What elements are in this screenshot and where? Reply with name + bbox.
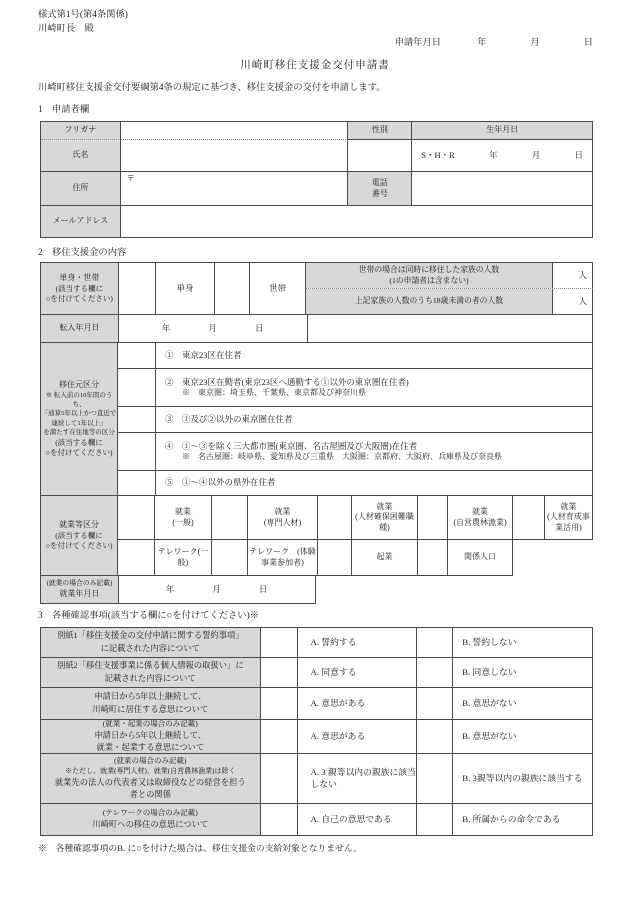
phone-label: [348, 172, 412, 206]
option-line1: 就業: [472, 507, 488, 517]
option-line2: (自営農林漁業): [453, 517, 507, 527]
year-label: 年: [161, 322, 171, 333]
support-table: [40, 262, 593, 604]
confirmation-row-2: [41, 658, 593, 688]
circle-cell-b-5[interactable]: [417, 754, 453, 804]
section2-heading: 2 移住支援金の内容: [38, 248, 127, 258]
employment-option-startup: 起業: [352, 540, 418, 576]
label-line: 申請日から5年以上継続して、: [94, 730, 207, 740]
option-a-3: A. 意思がある: [298, 688, 418, 720]
confirmation-row-6: [41, 804, 593, 836]
employment-circle-cell[interactable]: [118, 540, 155, 576]
month-label: 月: [530, 38, 540, 48]
era-initials: S・H・R: [421, 149, 455, 160]
option-b-3: B. 意思がない: [453, 688, 593, 720]
person-unit: 人: [578, 295, 588, 306]
employment-option-hr-program: [545, 496, 593, 540]
employment-group: [41, 496, 593, 576]
label-line: 就業先の法人の代表者又は取締役などの経営を担う: [54, 777, 246, 787]
employment-circle-cell[interactable]: [212, 540, 248, 576]
family-count-subrow: [306, 263, 593, 289]
employment-option-specialist: [248, 496, 318, 540]
option-a-6: A. 自己の意思である: [298, 804, 418, 836]
option-b-1: B. 誓約しない: [453, 628, 593, 658]
address-label: 住所: [41, 172, 121, 206]
gender-input-cell[interactable]: [348, 140, 412, 172]
month-label: 月: [212, 583, 221, 594]
family-count-input-cell[interactable]: [553, 263, 593, 288]
day-label: 日: [258, 583, 268, 594]
movein-date-row: [41, 315, 593, 343]
origin-label-note4: を満たす在住地等の区分: [43, 429, 115, 437]
option-a-1: A. 誓約する: [298, 628, 418, 658]
origin-option-row: [118, 433, 593, 471]
label-line: 申請日から5年以上継続して、: [94, 692, 207, 702]
household-label-line2: (該当する欄に: [55, 283, 104, 293]
circle-cell-a-4[interactable]: [261, 720, 298, 754]
phone-label-line1: 電話: [371, 178, 388, 188]
furigana-label: フリガナ: [41, 122, 121, 140]
addressee: 川崎町長 殿: [38, 24, 94, 34]
origin-circle-cell-4[interactable]: [118, 433, 156, 471]
birthdate-header: 生年月日: [412, 122, 593, 140]
origin-group: [41, 343, 593, 496]
under18-label: 上記家族の人数のうち18歳未満の者の人数: [306, 289, 553, 315]
confirmation-label-4: [41, 720, 261, 754]
footnote: ※ 各種確認事項のB. に○を付けた場合は、移住支援金の支給対象となりません。: [38, 843, 362, 853]
applicant-table: [40, 121, 593, 238]
option-line1: 就業: [274, 507, 291, 517]
section3-heading: 3 各種確認事項(該当する欄に○を付けてください)※: [38, 611, 259, 621]
label-line-small: (就業の場合のみ記載): [114, 756, 187, 766]
month-label: 月: [531, 149, 541, 160]
furigana-input-cell[interactable]: [121, 122, 349, 140]
address-input-cell[interactable]: [121, 172, 349, 206]
employment-option-telework-general: テレワーク(一般): [155, 540, 212, 576]
origin-option-row: [118, 369, 593, 407]
origin-option-row: [118, 471, 593, 496]
origin-label: [41, 343, 118, 496]
employment-label-line2: (該当する欄に: [55, 530, 103, 540]
origin-option-4: [156, 433, 593, 471]
label-line: 川崎町への移住の意思について: [92, 819, 209, 829]
origin-option-4-note: ※ 名古屋圏：岐阜県、愛知県及び三重県 大阪圏：京都府、大阪府、兵庫県及び奈良県: [182, 451, 502, 461]
furigana-row: [41, 122, 593, 140]
label-line-small: (就業・起業の場合のみ記載): [102, 720, 198, 729]
employment-date-row: [41, 576, 593, 604]
origin-circle-cell-1[interactable]: [118, 343, 156, 369]
option-b-4: B. 意思がない: [453, 720, 593, 754]
phone-label-line2: 番号: [371, 188, 388, 198]
family-count-line2: (1の申請者は含まない): [389, 275, 469, 285]
year-label: 年: [165, 583, 175, 594]
under18-subrow: [306, 289, 593, 315]
origin-label-note6: ○を付けてください): [45, 447, 113, 457]
origin-option-2: [156, 369, 593, 407]
family-option: 世帯: [250, 263, 306, 315]
option-a-4: A. 意思がある: [298, 720, 418, 754]
option-line1: 就業: [560, 501, 577, 511]
option-line2: (人材確保困難職種): [355, 512, 414, 532]
phone-input-cell[interactable]: [412, 172, 593, 206]
employment-date-input-cell[interactable]: [119, 576, 316, 604]
family-count-line1: 世帯の場合は同時に移住した家族の人数: [358, 265, 500, 275]
application-date-line: [395, 37, 593, 49]
employment-option-related-population: 関係人口: [448, 540, 513, 576]
label-line: 別紙1「移住支援金の交付申請に関する誓約事項」: [56, 631, 244, 641]
section1-heading: 1 申請者欄: [38, 105, 90, 115]
employment-circle-cell[interactable]: [318, 496, 352, 540]
employment-label: [41, 496, 118, 576]
origin-circle-cell-2[interactable]: [118, 369, 156, 407]
year-label: 年: [477, 38, 487, 48]
employment-date-note: (就業の場合のみ記載): [46, 579, 113, 587]
year-label: 年: [489, 149, 498, 160]
employment-row2: [118, 540, 593, 576]
origin-option-4-text: ④ ①～③を除く三大都市圏(東京圏、名古屋圏及び大阪圏)在住者: [165, 440, 418, 451]
application-date-label: 申請年月日: [394, 38, 442, 48]
origin-circle-cell-3[interactable]: [118, 407, 156, 433]
movein-date-blank-cell: [308, 315, 593, 343]
origin-option-5: ⑤ ①～④以外の県外在住者: [156, 471, 593, 496]
household-label: [41, 263, 119, 315]
origin-option-2-note: ※ 東京圏：埼玉県、千葉県、東京都及び神奈川県: [182, 387, 366, 397]
circle-cell-b-6[interactable]: [417, 804, 453, 836]
email-label: メールアドレス: [41, 206, 121, 238]
confirmation-row-3: [41, 688, 593, 720]
name-row: [41, 140, 593, 172]
circle-cell-a-2[interactable]: [261, 658, 298, 688]
origin-option-row: [118, 407, 593, 433]
option-a-5: A. 3 親等以内の親族に該当しない: [298, 754, 418, 804]
employment-label-line3: ○を付けてください): [45, 540, 113, 550]
confirmation-label-3: [41, 688, 261, 720]
employment-option-hard-to-fill: [352, 496, 418, 540]
birthdate-input-cell[interactable]: [412, 140, 593, 172]
origin-label-note3: 連続して1年以上」: [51, 419, 107, 427]
employment-circle-cell[interactable]: [318, 540, 352, 576]
origin-option-3: ③ ①及び②以外の東京圏在住者: [156, 407, 593, 433]
day-label: 日: [583, 38, 593, 48]
origin-option-1: ① 東京23区在住者: [156, 343, 593, 369]
option-line2: (人材育成事業活用): [547, 512, 590, 532]
origin-label-note5: (該当する欄に: [55, 437, 103, 447]
confirmation-row-4: [41, 720, 593, 754]
employment-label-line1: 就業等区分: [59, 520, 99, 530]
confirmation-label-2: [41, 658, 261, 688]
person-unit: 人: [578, 269, 588, 280]
confirmations-table: [40, 627, 593, 836]
month-label: 月: [208, 322, 217, 333]
movein-date-input-cell[interactable]: [119, 315, 308, 343]
origin-label-note1: ※ 転入前の10年間のうち、: [45, 391, 113, 408]
email-input-cell[interactable]: [121, 206, 593, 238]
household-label-line3: ○を付けてください): [45, 293, 113, 303]
employment-option-general: [155, 496, 212, 540]
confirmation-row-5: [41, 754, 593, 804]
label-line: 川崎町に居住する意思について: [92, 704, 209, 714]
option-line1: 就業: [175, 507, 191, 517]
page-title: 川崎町移住支援金交付申請書: [240, 60, 390, 71]
single-option: 単身: [156, 263, 216, 315]
confirmation-label-1: [41, 628, 261, 658]
movein-date-label: 転入年月日: [41, 315, 119, 343]
email-row: [41, 206, 593, 238]
confirmation-row-1: [41, 628, 593, 658]
under18-input-cell[interactable]: [553, 289, 593, 315]
single-circle-cell[interactable]: [119, 263, 156, 315]
circle-cell-a-6[interactable]: [261, 804, 298, 836]
origin-circle-cell-5[interactable]: [118, 471, 156, 496]
employment-circle-cell[interactable]: [513, 496, 545, 540]
origin-option-2-text: ② 東京23区在勤者(東京23区へ通勤する①以外の東京圏在住者): [165, 376, 409, 387]
circle-cell-a-3[interactable]: [261, 688, 298, 720]
employment-date-label: [41, 576, 119, 604]
form-number: 様式第1号(第4条関係): [38, 10, 128, 20]
option-line2: (一般): [172, 517, 194, 527]
employment-circle-cell[interactable]: [418, 496, 448, 540]
postal-mark: 〒: [126, 174, 135, 183]
origin-label-title: 移住元区分: [59, 380, 99, 390]
option-b-5: B. 3親等以内の親族に該当する: [453, 754, 593, 804]
family-count-block: [306, 263, 593, 315]
circle-cell-b-4[interactable]: [417, 720, 453, 754]
employment-options: [118, 496, 593, 576]
intro-text: 川崎町移住支援金交付要綱第4条の規定に基づき、移住支援金の交付を申請します。: [38, 83, 386, 93]
address-row: [41, 172, 593, 206]
day-label: 日: [254, 322, 264, 333]
confirmation-label-5: [41, 754, 261, 804]
name-input-cell[interactable]: [121, 140, 349, 172]
gender-header: 性別: [348, 122, 412, 140]
employment-option-telework-trial: テレワーク (体験事業参加者): [248, 540, 318, 576]
circle-cell-a-5[interactable]: [261, 754, 298, 804]
empty-area: [513, 540, 593, 576]
circle-cell-a-1[interactable]: [261, 628, 298, 658]
label-line: 記載された内容について: [104, 673, 196, 683]
option-line1: 就業: [376, 501, 393, 511]
employment-circle-cell[interactable]: [418, 540, 448, 576]
label-line: 者との関係: [129, 789, 172, 799]
label-line: 就業・起業する意思について: [96, 742, 205, 752]
origin-option-row: [118, 343, 593, 369]
label-line: 別紙2「移住支援事業に係る個人情報の取扱い」に: [56, 661, 244, 671]
option-line2: (専門人材): [263, 517, 302, 527]
circle-cell-b-3[interactable]: [417, 688, 453, 720]
family-count-label: [306, 263, 553, 288]
origin-label-note2: 「通算5年以上かつ直近で: [41, 410, 117, 418]
option-b-6: B. 所属からの命令である: [453, 804, 593, 836]
empty-area: [316, 576, 594, 604]
label-line: に記載された内容について: [100, 643, 200, 653]
circle-cell-b-1[interactable]: [417, 628, 453, 658]
employment-circle-cell[interactable]: [212, 496, 248, 540]
employment-circle-cell[interactable]: [118, 496, 155, 540]
household-row: [41, 263, 593, 315]
day-label: 日: [574, 149, 583, 160]
confirmation-label-6: [41, 804, 261, 836]
family-circle-cell[interactable]: [215, 263, 250, 315]
label-line-small: ※ただし、就業(専門人材)、就業(自営農林漁業)は除く: [65, 767, 236, 776]
option-b-2: B. 同意しない: [453, 658, 593, 688]
option-a-2: A. 同意する: [298, 658, 418, 688]
name-label: 氏名: [41, 140, 121, 172]
employment-row1: [118, 496, 593, 540]
origin-options: [118, 343, 593, 496]
employment-date-title: 就業年月日: [59, 588, 100, 598]
label-line-small: (テレワークの場合のみ記載): [102, 808, 198, 818]
employment-option-self-employed: [448, 496, 513, 540]
household-label-line1: 単身・世帯: [59, 273, 100, 283]
circle-cell-b-2[interactable]: [417, 658, 453, 688]
